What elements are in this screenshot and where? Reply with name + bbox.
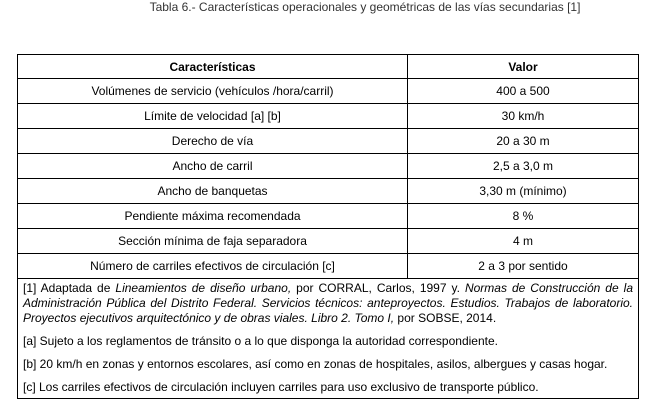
row-label: Derecho de vía	[18, 129, 408, 154]
header-valor: Valor	[408, 55, 639, 79]
table-row	[18, 229, 639, 254]
row-value: 8 %	[408, 204, 639, 229]
table-row	[18, 154, 639, 179]
source-title-lineamientos: Lineamientos de diseño urbano,	[115, 281, 292, 295]
table-row	[18, 179, 639, 204]
row-label: Sección mínima de faja separadora	[18, 229, 408, 254]
table-notes	[18, 279, 639, 399]
row-label: Pendiente máxima recomendada	[18, 204, 408, 229]
source-note-text: por CORRAL, Carlos, 1997 y.	[291, 281, 465, 295]
row-value: 400 a 500	[408, 79, 639, 104]
footnote-c: [c] Los carriles efectivos de circulación incluyen carriles para uso exclusivo de transporte público.	[23, 380, 539, 394]
row-value: 20 a 30 m	[408, 129, 639, 154]
row-label: Número de carriles efectivos de circulación [c]	[18, 254, 408, 279]
characteristics-table	[17, 54, 639, 399]
source-note	[23, 281, 633, 326]
row-label: Volúmenes de servicio (vehículos /hora/carril)	[18, 79, 408, 104]
table-row	[18, 79, 639, 104]
source-note-text: [1] Adaptada de	[23, 281, 116, 295]
footnote-a: [a] Sujeto a los reglamentos de tránsito o a lo que disponga la autoridad correspondiente.	[23, 334, 498, 348]
notes-row	[18, 279, 639, 399]
row-label: Ancho de banquetas	[18, 179, 408, 204]
row-value: 2 a 3 por sentido	[408, 254, 639, 279]
table-row	[18, 104, 639, 129]
source-note-text: por SOBSE, 2014.	[394, 311, 497, 325]
footnote-b: [b] 20 km/h en zonas y entornos escolares, así como en zonas de hospitales, asilos, albergues y casas hogar.	[23, 357, 608, 371]
table-row	[18, 204, 639, 229]
table-row	[18, 254, 639, 279]
table-caption: Tabla 6.- Características operacionales y geométricas de las vías secundarias [1]	[149, 0, 581, 14]
row-value: 2,5 a 3,0 m	[408, 154, 639, 179]
row-value: 30 km/h	[408, 104, 639, 129]
row-value: 3,30 m (mínimo)	[408, 179, 639, 204]
source-title-normas: Normas de Construcción de la Administración Pública del Distrito Federal. Servicios técnicos: anteproyectos. Estudios. Trabajos de laboratorio. Proyectos ejecutivos arquitectónico y de obras viales. Libro 2. Tomo I,	[23, 281, 633, 325]
row-label: Ancho de carril	[18, 154, 408, 179]
table-header-row	[18, 55, 639, 79]
header-caracteristicas: Características	[18, 55, 408, 79]
row-value: 4 m	[408, 229, 639, 254]
table-row	[18, 129, 639, 154]
row-label: Límite de velocidad [a] [b]	[18, 104, 408, 129]
